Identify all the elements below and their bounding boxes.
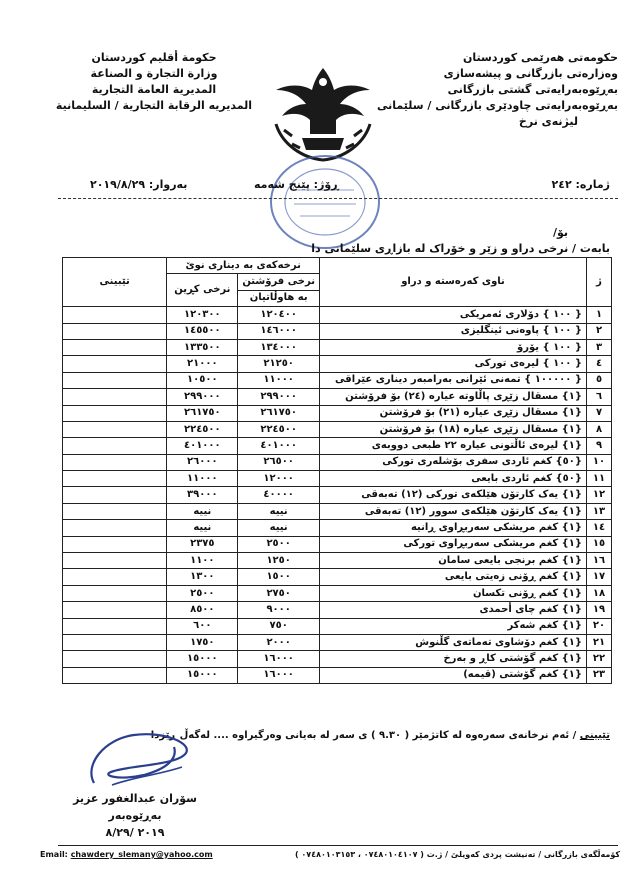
row-number: ١٤ [587,520,612,536]
kurdish-header-line-2: وەزارەتی بازرگانی و پیشەسازی [443,67,618,80]
row-buy-price: ١٣٠٠ [167,569,238,585]
footer-email-label: Email: [40,850,68,859]
table-row [63,454,612,470]
row-item-name: {٥٠} کغم ئاردی بایعی [320,471,587,487]
row-sell-price: ١٣٤٠٠٠ [238,339,320,355]
table-row [63,651,612,667]
arabic-header-line-1: حكومة أقليم كوردستان [91,51,217,64]
row-buy-price: نییە [167,520,238,536]
note-label: تێبینی [579,730,610,741]
row-buy-price: ١١٠٠ [167,553,238,569]
table-row [63,618,612,634]
col-header-price-group: نرخەکەی بە دیناری نوێ [167,258,320,274]
note-text: / ئەم نرخانەی سەرەوە لە کاتژمێر ( ٩.٣٠ ) ی سەر لە بەیانی وەرگیراوە .... لەگەڵ ڕێزدا [150,730,577,741]
row-sell-price: ١٥٠٠ [238,569,320,585]
row-number: ٢٣ [587,667,612,683]
row-note [63,323,167,339]
official-stamp-icon [266,150,384,254]
row-item-name: {١} یەک کارتۆن هێلکەی سوور (١٢) تەبەقی [320,503,587,519]
row-number: ١٩ [587,602,612,618]
row-number: ١٠ [587,454,612,470]
col-header-sell-sub: بە هاوڵاتیان [238,290,320,306]
row-buy-price: ٣٩٠٠٠ [167,487,238,503]
kurdish-header-line-5: لیژنەی نرخ [518,115,578,128]
row-note [63,307,167,323]
row-buy-price: ١٥٠٠٠ [167,651,238,667]
row-note [63,520,167,536]
row-item-name: {١} کغم دۆشاوی تەماتەی گڵنوش [320,634,587,650]
arabic-header-line-2: وزارة التجارة و الصناعة [90,67,218,80]
row-note [63,471,167,487]
row-note [63,651,167,667]
row-sell-price: ٢١٢٥٠ [238,356,320,372]
row-sell-price: ٢٩٩٠٠٠ [238,389,320,405]
signer-name: سۆران عبدالغفور عزیز [73,792,197,805]
table-row [63,307,612,323]
row-note [63,618,167,634]
table-row [63,569,612,585]
row-sell-price: ٤٠٠٠٠ [238,487,320,503]
row-buy-price: ٢٣٧٥ [167,536,238,552]
table-row [63,553,612,569]
row-buy-price: ٦٠٠ [167,618,238,634]
row-buy-price: ١١٠٠٠ [167,471,238,487]
row-sell-price: ١٢٥٠ [238,553,320,569]
table-row [63,487,612,503]
kurdish-letterhead [377,50,618,130]
row-note [63,454,167,470]
recipient-line: بۆ/ [552,226,568,239]
row-number: ١٨ [587,585,612,601]
row-sell-price: ١٢٠٠٠ [238,471,320,487]
row-sell-price: ٢٦١٧٥٠ [238,405,320,421]
row-item-name: { ١٠٠ } دۆلاری ئەمریکی [320,307,587,323]
row-buy-price: ٢٩٩٠٠٠ [167,389,238,405]
row-sell-price: ١٢٠٤٠٠ [238,307,320,323]
row-buy-price: ٢٥٠٠ [167,585,238,601]
row-sell-price: ٧٥٠ [238,618,320,634]
row-sell-price: ٢٢٤٥٠٠ [238,421,320,437]
row-buy-price: ١٠٥٠٠ [167,372,238,388]
row-buy-price: ١٤٥٥٠٠ [167,323,238,339]
row-note [63,356,167,372]
row-number: ٣ [587,339,612,355]
table-row [63,503,612,519]
row-number: ٢١ [587,634,612,650]
table-row [63,667,612,683]
kurdish-header-line-4: بەڕێوەبەرایەتی چاودێری بازرگانی / سلێمانی [377,99,618,112]
table-row [63,520,612,536]
row-number: ١٢ [587,487,612,503]
footer-address: کۆمەڵگەی بازرگانی / تەنیشت پردی کەویلێ / ژ.ت ( ٠٧٤٨٠١٠٤١٠٧ ، ٠٧٤٨٠١٠٣١٥٣ ) [294,850,620,859]
arabic-header-line-3: المديرية العامة التجارية [91,83,217,96]
row-item-name: {١} مسقال زێڕی پاڵاوتە عیارە (٢٤) بۆ فرۆشتن [320,389,587,405]
row-item-name: {١} کغم ڕۆنی تکسان [320,585,587,601]
row-number: ٩ [587,438,612,454]
signature-date: ٢٠١٩ /٨/٢٩ [105,826,165,839]
row-item-name: { ١٠٠ } پاوەنی ئینگلیزی [320,323,587,339]
row-item-name: {١} کغم ڕۆنی زەیتی بایعی [320,569,587,585]
header-divider [58,198,618,199]
row-buy-price: ٢٢٤٥٠٠ [167,421,238,437]
table-row [63,438,612,454]
table-row [63,471,612,487]
row-buy-price: ٢٦٠٠٠ [167,454,238,470]
row-sell-price: ٢٧٥٠ [238,585,320,601]
table-row [63,389,612,405]
row-note [63,585,167,601]
row-sell-price: ١١٠٠٠ [238,372,320,388]
row-note [63,487,167,503]
row-sell-price: نییە [238,520,320,536]
row-note [63,389,167,405]
footer-email [40,850,213,859]
row-buy-price: ١٢٠٣٠٠ [167,307,238,323]
row-note [63,405,167,421]
col-header-item: ناوی کەرەستە و دراو [320,258,587,307]
row-note [63,421,167,437]
row-sell-price: ١٤٦٠٠٠ [238,323,320,339]
table-row [63,602,612,618]
footer-divider [58,845,618,846]
row-number: ١١ [587,471,612,487]
row-note [63,372,167,388]
row-number: ١ [587,307,612,323]
table-row [63,634,612,650]
row-note [63,602,167,618]
row-note [63,569,167,585]
row-number: ١٣ [587,503,612,519]
footer [40,850,620,859]
row-number: ١٧ [587,569,612,585]
row-item-name: { ١٠٠ } یۆرۆ [320,339,587,355]
row-note [63,438,167,454]
kurdish-header-line-3: بەڕێوەبەرایەتی گشتی بازرگانی [447,83,618,96]
arabic-letterhead [56,50,252,114]
row-note [63,339,167,355]
row-sell-price: ٢٦٥٠٠ [238,454,320,470]
arabic-header-line-4: المديريه الرقابة التجارية / السليمانية [55,99,252,112]
table-row [63,421,612,437]
row-item-name: { ١٠٠٠٠٠ } تمەنی ئێرانی بەرامبەر دیناری عێراقی [320,372,587,388]
row-item-name: {١} کغم گۆشتی (قیمە) [320,667,587,683]
footer-email-address[interactable]: chawdery_slemany@yahoo.com [70,850,213,859]
row-number: ٨ [587,421,612,437]
row-sell-price: ٢٥٠٠ [238,536,320,552]
row-buy-price: ٢١٠٠٠ [167,356,238,372]
row-item-name: {٥٠} کغم ئاردی سفری بۆشلەری تورکی [320,454,587,470]
letter-subject: بابەت / نرخی دراو و زێر و خۆراک لە بازاڕی سلێمانی دا [311,242,610,255]
row-number: ٤ [587,356,612,372]
row-item-name: { ١٠٠ } لیرەی تورکی [320,356,587,372]
row-item-name: {١} مسقال زێڕی عیارە (١٨) بۆ فرۆشتن [320,421,587,437]
table-row [63,323,612,339]
table-row [63,536,612,552]
row-buy-price: ١٧٥٠ [167,634,238,650]
row-item-name: {١} لیرەی ئاڵتونی عیارە ٢٢ طبعی دووبەی [320,438,587,454]
col-header-sell: نرخی فرۆشتن [238,274,320,290]
letter-number: ژمارە: ٢٤٢ [551,178,610,191]
row-item-name: {١} کغم چای أحمدی [320,602,587,618]
signer-title: بەڕێوەبەر [108,809,162,822]
row-number: ٢٢ [587,651,612,667]
row-item-name: {١} کغم برنجی بایعی سامان [320,553,587,569]
row-item-name: {١} کغم شەکر [320,618,587,634]
col-header-buy: نرخی کڕین [167,274,238,307]
row-item-name: {١} کغم گۆشتی کاڕ و بەرخ [320,651,587,667]
row-sell-price: ٩٠٠٠ [238,602,320,618]
row-note [63,536,167,552]
row-note [63,634,167,650]
row-number: ٢٠ [587,618,612,634]
table-row [63,339,612,355]
row-item-name: {١} کغم مریشکی سەربڕاوی تورکی [320,536,587,552]
table-row [63,356,612,372]
price-table [62,257,612,684]
row-number: ٦ [587,389,612,405]
row-number: ٢ [587,323,612,339]
row-sell-price: ١٦٠٠٠ [238,667,320,683]
row-sell-price: نییە [238,503,320,519]
row-note [63,667,167,683]
row-buy-price: ١٥٠٠٠ [167,667,238,683]
row-buy-price: ٨٥٠٠ [167,602,238,618]
row-number: ٥ [587,372,612,388]
row-item-name: {١} یەک کارتۆن هێلکەی تورکی (١٢) تەبەقی [320,487,587,503]
row-buy-price: ٤٠١٠٠٠ [167,438,238,454]
row-sell-price: ١٦٠٠٠ [238,651,320,667]
row-buy-price: ٢٦١٧٥٠ [167,405,238,421]
table-row [63,405,612,421]
row-buy-price: ١٣٣٥٠٠ [167,339,238,355]
letter-date: بەروار: ٢٠١٩/٨/٢٩ [90,178,188,191]
row-number: ٧ [587,405,612,421]
table-row [63,585,612,601]
row-note [63,553,167,569]
col-header-note: تێبینی [63,258,167,307]
row-number: ١٥ [587,536,612,552]
row-item-name: {١} مسقال زێڕی عیارە (٢١) بۆ فرۆشتن [320,405,587,421]
table-row [63,372,612,388]
col-header-number: ژ [587,258,612,307]
letter-day: ڕۆژ: پێنج شەمە [254,178,339,191]
kurdish-header-line-1: حکومەتی هەرێمی کوردستان [463,51,618,64]
row-item-name: {١} کغم مریشکی سەربڕاوی ڕانیە [320,520,587,536]
row-buy-price: نییە [167,503,238,519]
row-number: ١٦ [587,553,612,569]
row-sell-price: ٤٠١٠٠٠ [238,438,320,454]
signature-block [70,790,200,841]
row-note [63,503,167,519]
row-sell-price: ٢٠٠٠ [238,634,320,650]
